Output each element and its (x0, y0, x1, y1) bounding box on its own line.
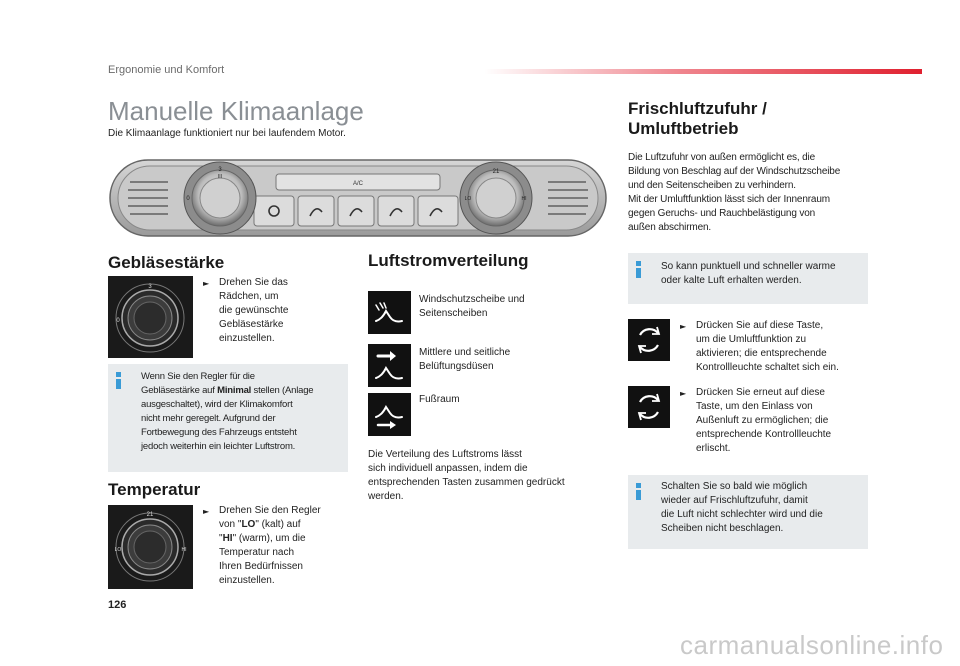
temperature-line: einzustellen. (219, 575, 275, 586)
blower-knob-mark-0: 0 (116, 318, 120, 324)
recirculation-icon (628, 319, 670, 361)
info-line: Wenn Sie den Regler für die (141, 371, 255, 382)
arrow-bullet-icon: ► (203, 507, 210, 516)
info-bold: Minimal (217, 385, 252, 396)
step-line: entsprechende Kontrollleuchte (696, 429, 832, 440)
blower-instruction-line: die gewünschte (219, 305, 289, 316)
fresh-air-heading (628, 99, 828, 139)
fresh-air-intro-line: Bildung von Beschlag auf der Windschutzscheibe (628, 166, 841, 177)
temperature-knob-mark-lo: LO (114, 547, 122, 553)
blower-info-box (108, 364, 348, 472)
fresh-air-info-top (628, 253, 868, 304)
climate-control-panel-image (108, 156, 608, 240)
panel-right-knob-mark-lo: LO (464, 196, 472, 202)
header-accent-rule (484, 69, 922, 74)
temperature-knob-mark-hi: HI (181, 547, 187, 553)
recirculation-step-activate (680, 319, 880, 375)
watermark: carmanualsonline.info (680, 630, 944, 660)
airflow-item-line: Windschutzscheibe und (419, 294, 525, 305)
panel-left-knob-mark-0: 0 (186, 196, 190, 202)
airflow-item-center (419, 346, 569, 374)
info-line: Scheiben nicht beschlagen. (661, 523, 784, 534)
info-line: stellen (Anlage (251, 385, 314, 396)
airflow-item-line: Mittlere und seitliche (419, 347, 511, 358)
info-line: Gebläsestärke auf (141, 385, 218, 396)
fresh-air-heading-line: Frischluftzufuhr / (628, 99, 767, 118)
arrow-bullet-icon: ► (680, 389, 687, 398)
step-line: erlischt. (696, 443, 731, 454)
temperature-bold: LO (241, 519, 256, 530)
blower-instruction-line: Gebläsestärke (219, 319, 284, 330)
footwell-icon (368, 393, 411, 436)
page-subtitle: Die Klimaanlage funktioniert nur bei laufendem Motor. (108, 128, 346, 139)
fresh-air-intro-line: und den Seitenscheiben zu verhindern. (628, 180, 796, 191)
fresh-air-intro-line: Mit der Umluftfunktion lässt sich der Innenraum (628, 194, 830, 205)
temperature-line: von " (219, 519, 242, 530)
panel-right-knob-mark-hi: HI (521, 196, 527, 202)
info-line: wieder auf Frischluftzufuhr, damit (661, 495, 808, 506)
blower-instruction-line: Drehen Sie das (219, 277, 288, 288)
recirculation-step-deactivate (680, 386, 880, 456)
step-line: Kontrollleuchte schaltet sich ein. (696, 362, 839, 373)
panel-left-knob-mark-3-bars: III (217, 174, 223, 180)
info-line: So kann punktuell und schneller warme (661, 261, 836, 272)
info-icon (636, 483, 641, 500)
fresh-air-heading-line: Umluftbetrieb (628, 119, 739, 138)
recirculation-icon (628, 386, 670, 428)
windscreen-side-vents-icon (368, 291, 411, 334)
blower-instruction (203, 276, 313, 346)
info-line: jedoch weiterhin ein leichter Luftstrom. (141, 441, 296, 452)
step-line: um die Umluftfunktion zu (696, 334, 807, 345)
airflow-note-line: sich individuell anpassen, indem die (368, 463, 528, 474)
arrow-bullet-icon: ► (203, 279, 210, 288)
airflow-note (368, 448, 608, 504)
temperature-line: " (kalt) auf (255, 519, 301, 530)
blower-heading: Gebläsestärke (108, 253, 225, 272)
fresh-air-intro-line: Die Luftzufuhr von außen ermöglicht es, die (628, 152, 815, 163)
fresh-air-intro (628, 151, 878, 235)
airflow-note-line: Die Verteilung des Luftstroms lässt (368, 449, 522, 460)
step-line: Außenluft zu ermöglichen; die (696, 415, 829, 426)
temperature-line: Drehen Sie den Regler (219, 505, 321, 516)
info-line: Schalten Sie so bald wie möglich (661, 481, 808, 492)
fresh-air-intro-line: gegen Geruchs- und Rauchbelästigung von (628, 208, 816, 219)
temperature-instruction (203, 504, 353, 588)
step-line: Drücken Sie auf diese Taste, (696, 320, 824, 331)
blower-instruction-line: Rädchen, um (219, 291, 279, 302)
svg-text:A/C: A/C (352, 181, 364, 187)
fresh-air-info-bottom-text (661, 480, 866, 536)
step-line: aktivieren; die entsprechende (696, 348, 827, 359)
temperature-line: Ihren Bedürfnissen (219, 561, 303, 572)
blower-info-text (141, 370, 346, 454)
arrow-bullet-icon: ► (680, 322, 687, 331)
info-icon (636, 261, 641, 278)
temperature-knob-image (108, 505, 193, 589)
temperature-heading: Temperatur (108, 480, 201, 499)
info-line: Fortbewegung des Fahrzeugs entsteht (141, 427, 297, 438)
airflow-item-windscreen (419, 293, 569, 321)
blower-knob-image (108, 276, 193, 358)
temperature-line: Temperatur nach (219, 547, 295, 558)
step-line: Taste, um den Einlass von (696, 401, 813, 412)
blower-knob-mark-3: 3 (148, 284, 152, 290)
panel-left-knob-mark-3: 3 (218, 167, 222, 173)
info-line: nicht mehr geregelt. Aufgrund der (141, 413, 276, 424)
temperature-line: " (warm), um die (232, 533, 306, 544)
info-icon (116, 372, 121, 389)
temperature-bold: HI (222, 533, 233, 544)
page-title: Manuelle Klimaanlage (108, 96, 364, 126)
fresh-air-intro-line: außen abschirmen. (628, 222, 712, 233)
fresh-air-info-bottom (628, 475, 868, 549)
airflow-note-line: werden. (368, 491, 404, 502)
page-number: 126 (108, 599, 127, 611)
airflow-note-line: entsprechenden Tasten zusammen gedrückt (368, 477, 565, 488)
info-line: die Luft nicht schlechter wird und die (661, 509, 823, 520)
airflow-item-line: Seitenscheiben (419, 308, 488, 319)
temperature-line: " (219, 533, 223, 544)
blower-instruction-line: einzustellen. (219, 333, 275, 344)
airflow-heading: Luftstromverteilung (368, 251, 529, 270)
airflow-item-footwell: Fußraum (419, 394, 460, 405)
center-side-vents-icon (368, 344, 411, 387)
section-label: Ergonomie und Komfort (108, 64, 225, 76)
info-line: ausgeschaltet), wird der Klimakomfort (141, 399, 293, 410)
step-line: Drücken Sie erneut auf diese (696, 387, 825, 398)
panel-right-knob-mark-21: 21 (492, 169, 500, 175)
info-line: oder kalte Luft erhalten werden. (661, 275, 802, 286)
temperature-knob-mark-21: 21 (146, 512, 154, 518)
fresh-air-info-top-text (661, 260, 866, 288)
airflow-item-line: Belüftungsdüsen (419, 361, 494, 372)
